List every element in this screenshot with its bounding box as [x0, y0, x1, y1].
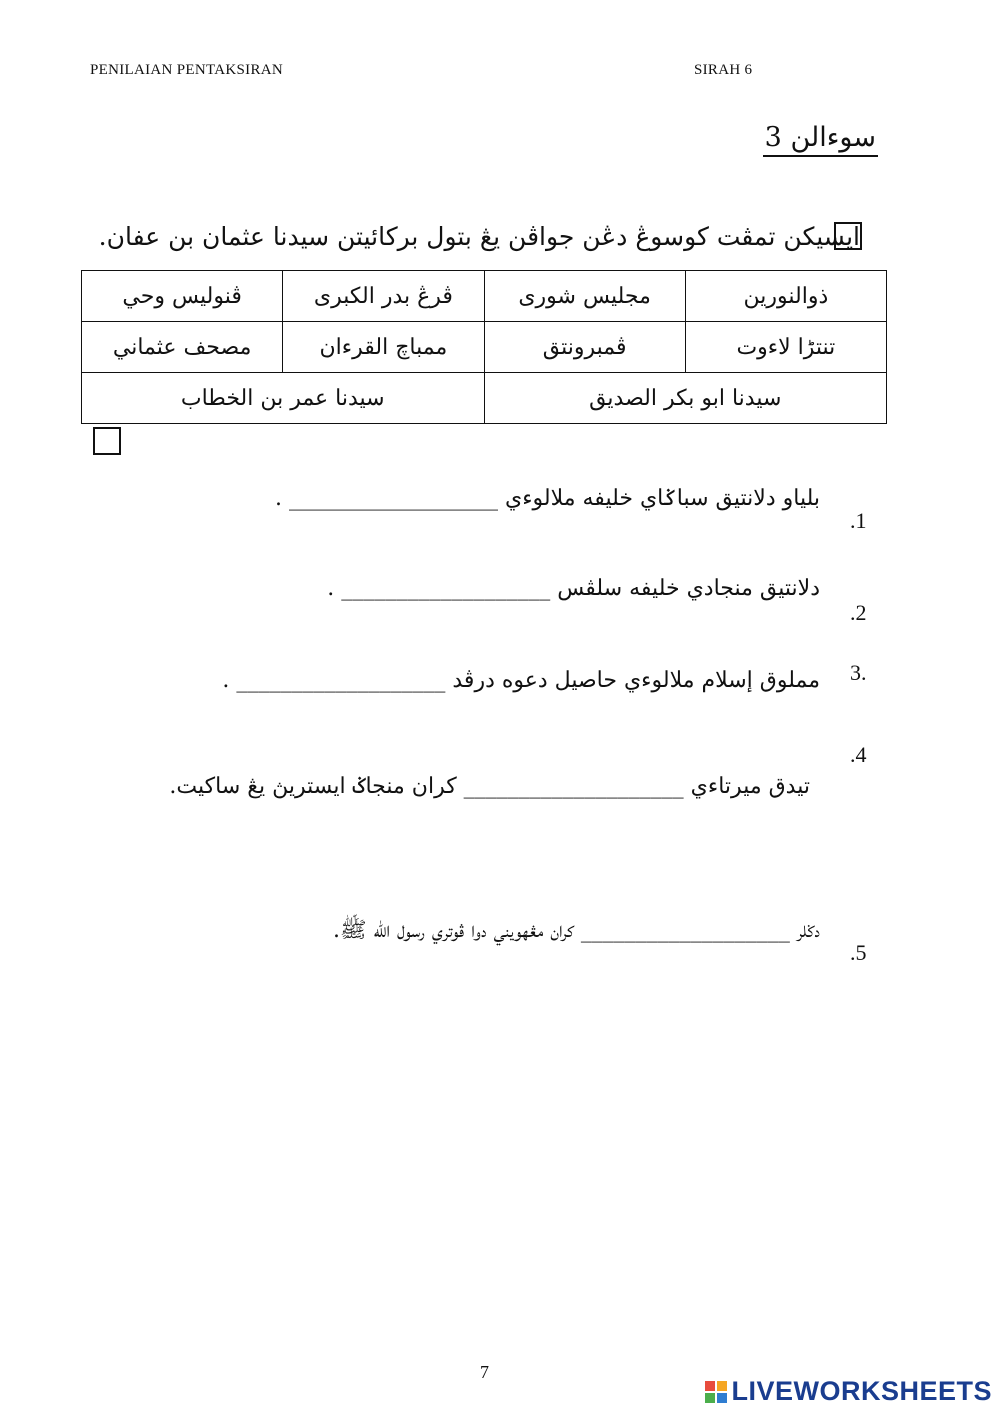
word-cell: ڤنوليس وحي: [82, 271, 283, 322]
word-bank-table: [81, 270, 887, 424]
word-cell: تنتڑا لاءوت: [685, 322, 886, 373]
question-3-number: 3.: [850, 660, 867, 685]
word-cell: سيدنا عمر بن الخطاب: [82, 373, 485, 424]
word-cell: ڤرڠ بدر الكبرى: [283, 271, 484, 322]
word-cell: ڤمبرونتق: [484, 322, 685, 373]
word-cell: ممباچ القرءان: [283, 322, 484, 373]
logo-square: [705, 1393, 715, 1403]
word-cell: سيدنا ابو بكر الصديق: [484, 373, 887, 424]
word-cell: ذوالنورين: [685, 271, 886, 322]
liveworksheets-logo: [705, 1376, 992, 1407]
logo-square: [705, 1381, 715, 1391]
logo-square: [717, 1393, 727, 1403]
word-cell: مصحف عثماني: [82, 322, 283, 373]
question-1-number: .1: [850, 508, 867, 533]
question-4-text: تيدق ميرتاءي ____________________ كران منجاݢ ايستريڽ يڠ ساكيت.: [169, 774, 810, 799]
question-2-number: .2: [850, 600, 867, 625]
question-1-text: بلياو دلانتيق سباݢاي خليفه ملالوءي ___________________ .: [275, 486, 820, 511]
question-5-number: .5: [850, 940, 867, 965]
question-3-text: مملوق إسلام ملالوءي حاصيل دعوه درڤد ___________________ .: [222, 668, 820, 693]
checkbox-bottom[interactable]: [93, 427, 121, 455]
page-number: 7: [480, 1362, 489, 1382]
word-bank-row: [82, 373, 887, 424]
question-4-number: .4: [850, 742, 867, 767]
logo-mark-icon: [705, 1381, 727, 1403]
word-bank-row: [82, 271, 887, 322]
question-2-text: دلانتيق منجادي خليفه سلڤس ___________________ .: [327, 576, 820, 601]
instruction-text: ايسيكن تمڤت كوسوڠ دڠن جواڤن يڠ بتول بركائيتن سيدنا عثمان بن عفان.: [98, 222, 860, 251]
header-right: SIRAH 6: [694, 62, 753, 78]
section-title: سوءالن 3: [763, 122, 878, 157]
logo-square: [717, 1381, 727, 1391]
header-left: PENILAIAN PENTAKSIRAN: [90, 62, 284, 78]
logo-text: LIVEWORKSHEETS: [731, 1376, 992, 1406]
word-cell: مجليس شورى: [484, 271, 685, 322]
word-bank-row: [82, 322, 887, 373]
question-5-text: دݢلر ___________________ كران مڠهويني دوا ڤوتري رسول الله ﷺ.: [333, 918, 820, 943]
